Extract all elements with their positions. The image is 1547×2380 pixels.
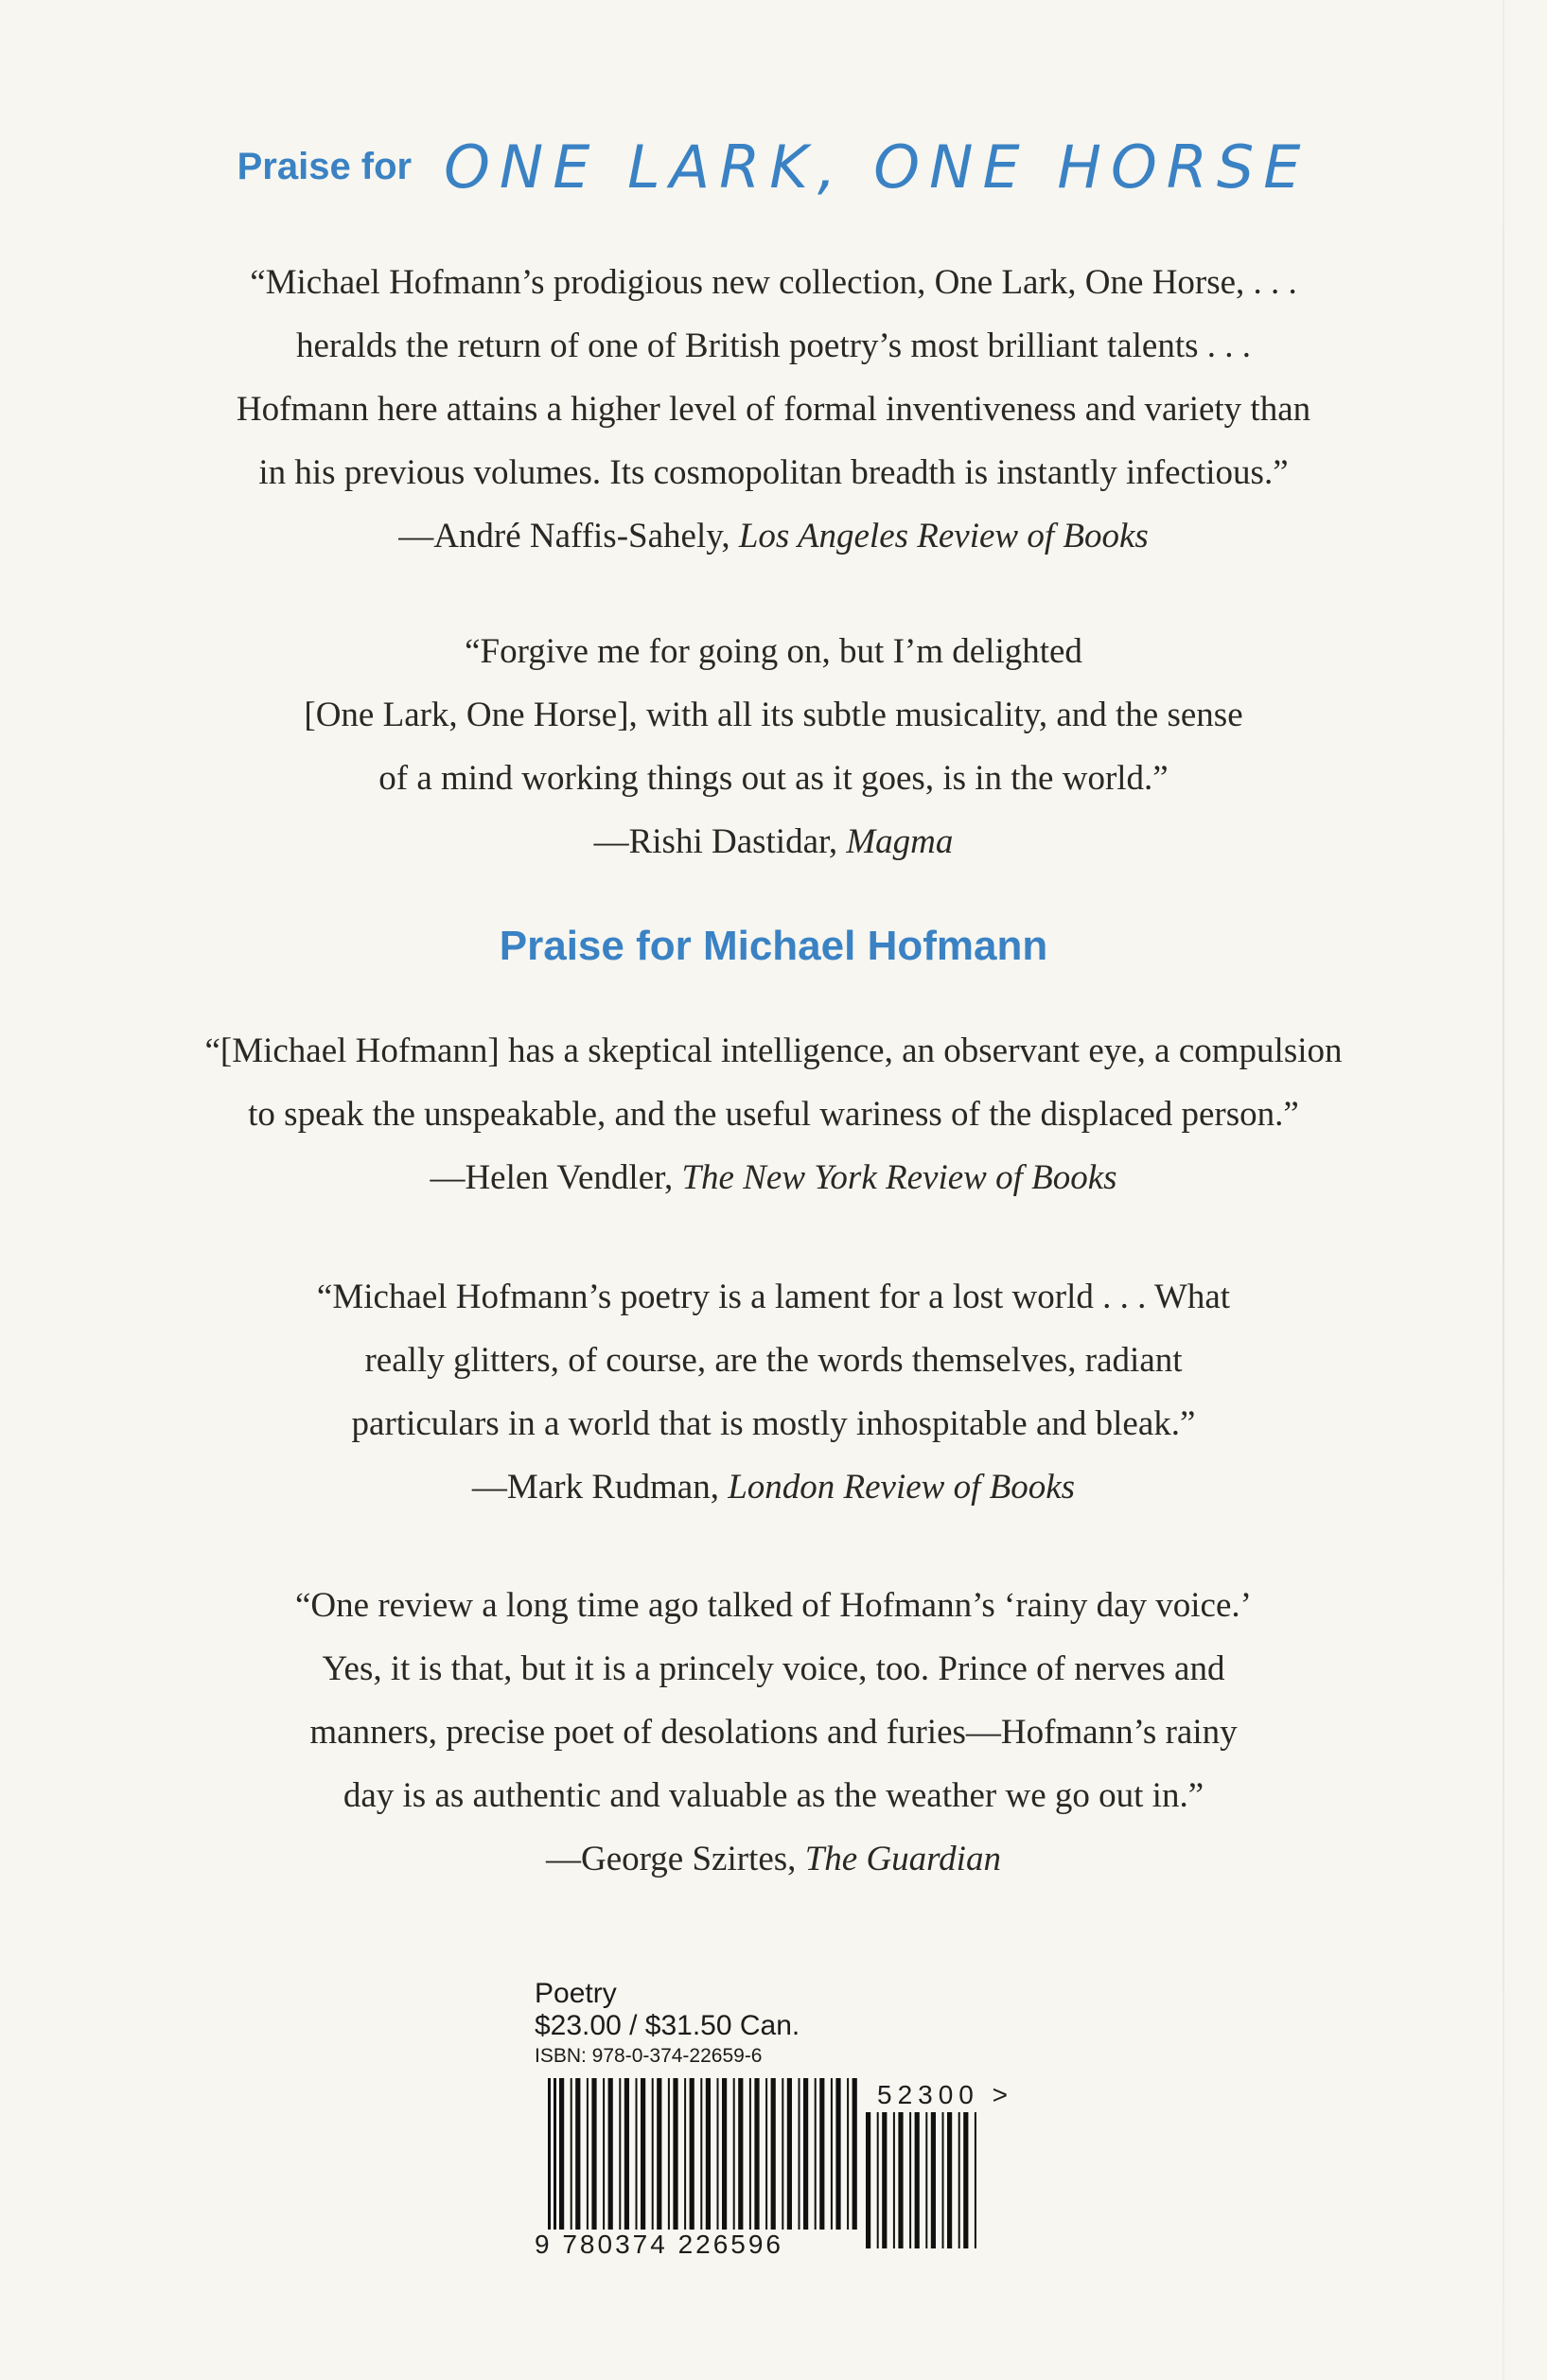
barcode-bar (947, 2112, 952, 2248)
quote-attribution (0, 1827, 1547, 1891)
attribution-name: —George Szirtes, (546, 1840, 805, 1878)
barcode-bar (898, 2112, 903, 2248)
barcode-bar (877, 2112, 879, 2248)
barcode-bar (733, 2078, 735, 2230)
barcode-guard-bar (548, 2078, 551, 2247)
blurb-quote-2 (0, 620, 1547, 873)
barcode-bar (819, 2078, 824, 2230)
barcode-bar (925, 2112, 927, 2248)
quote-line: really glitters, of course, are the words themselves, radiant (364, 1341, 1183, 1380)
quote-attribution (0, 1146, 1547, 1209)
barcode-bar (787, 2078, 792, 2230)
book-category: Poetry (535, 1978, 617, 2009)
barcode-bar (782, 2078, 783, 2230)
quote-line: day is as authentic and valuable as the weather we go out in.” (343, 1776, 1204, 1815)
praise-heading-book (0, 132, 1547, 202)
barcode-bar (624, 2078, 629, 2230)
barcode-bar (765, 2078, 767, 2230)
barcode-bar (958, 2112, 960, 2248)
quote-line: “One review a long time ago talked of Hofmann’s ‘rainy day voice.’ (295, 1586, 1252, 1625)
quote-line: Yes, it is that, but it is a princely voice, too. Prince of nerves and (322, 1649, 1225, 1688)
barcode-block (535, 1978, 1064, 2262)
barcode-bar (931, 2112, 936, 2248)
quote-line: heralds the return of one of British poetry’s most brilliant talents . . . (295, 326, 1252, 365)
quote-line: particulars in a world that is mostly inhospitable and bleak.” (351, 1404, 1196, 1443)
quote-line: “Michael Hofmann’s prodigious new collection, One Lark, One Horse, . . . (250, 263, 1297, 302)
barcode-bar (909, 2112, 911, 2248)
attribution-name: —Rishi Dastidar, (593, 822, 847, 861)
barcode-bar (603, 2078, 605, 2230)
barcode-bar (815, 2078, 817, 2230)
barcode-bar (571, 2078, 572, 2230)
quote-line: “Michael Hofmann’s poetry is a lament for a lost world . . . What (316, 1278, 1231, 1316)
praise-heading-author: Praise for Michael Hofmann (499, 923, 1048, 969)
attribution-name: —Mark Rudman, (471, 1468, 729, 1507)
attribution-name: —Helen Vendler, (430, 1158, 682, 1197)
quote-line: “[Michael Hofmann] has a skeptical intelligence, an observant eye, a compulsion (204, 1031, 1343, 1070)
barcode-bar (866, 2112, 870, 2248)
barcode-addon-digits: 52300 > (877, 2080, 1013, 2109)
barcode-bar (619, 2078, 621, 2230)
barcode-bar (673, 2078, 677, 2230)
barcode-main-digits: 9 780374 226596 (535, 2230, 783, 2259)
praise-for-label: Praise for (237, 146, 413, 187)
barcode-bar (771, 2078, 776, 2230)
isbn-number: ISBN: 978-0-374-22659-6 (535, 2045, 763, 2067)
attribution-source: The New York Review of Books (681, 1158, 1117, 1197)
barcode-bar (893, 2112, 895, 2248)
barcode-bar (608, 2078, 613, 2230)
barcode-bar (847, 2078, 849, 2230)
barcode-bar (835, 2078, 840, 2230)
barcode-bar (738, 2078, 743, 2230)
barcode-bar (717, 2078, 719, 2230)
quote-attribution (0, 1455, 1547, 1519)
barcode-bar (700, 2078, 702, 2230)
barcode-bar (975, 2112, 976, 2248)
quote-line: Hofmann here attains a higher level of formal inventiveness and variety than (236, 390, 1311, 429)
barcode-bar (963, 2112, 968, 2248)
attribution-source: London Review of Books (728, 1468, 1076, 1507)
barcode-bar (749, 2078, 751, 2230)
attribution-source: Magma (846, 822, 954, 861)
quote-attribution (0, 810, 1547, 873)
barcode-bar (882, 2112, 887, 2248)
quote-line: manners, precise poet of desolations and furies—Hofmann’s rainy (309, 1713, 1238, 1752)
barcode-guard-bar (554, 2078, 556, 2247)
barcode-bar (942, 2112, 944, 2248)
barcode-bar (803, 2078, 808, 2230)
barcode-bar (684, 2078, 686, 2230)
attribution-source: The Guardian (804, 1840, 1001, 1878)
barcode-bar (591, 2078, 596, 2230)
attribution-name: —André Naffis-Sahely, (398, 517, 739, 555)
barcode-bar (652, 2078, 654, 2230)
attribution-source: Los Angeles Review of Books (738, 517, 1149, 555)
blurb-quote-4 (0, 1265, 1547, 1519)
barcode-bar (915, 2112, 920, 2248)
barcode-bar (853, 2078, 857, 2230)
quote-attribution (0, 504, 1547, 568)
quote-line: in his previous volumes. Its cosmopolitan breadth is instantly infectious.” (258, 453, 1289, 492)
barcode-bar (657, 2078, 661, 2230)
blurb-quote-5 (0, 1574, 1547, 1891)
blurb-quote-1 (0, 251, 1547, 568)
handwritten-book-title: ONE LARK, ONE HORSE (444, 132, 1310, 202)
barcode-bar (722, 2078, 727, 2230)
barcode-bar (587, 2078, 589, 2230)
barcode-bar (706, 2078, 711, 2230)
quote-line: of a mind working things out as it goes, is in the world.” (378, 759, 1169, 798)
book-price: $23.00 / $31.50 Can. (535, 2010, 800, 2041)
barcode-bar (559, 2078, 564, 2230)
quote-line: to speak the unspeakable, and the useful wariness of the displaced person.” (248, 1095, 1299, 1134)
quote-line: [One Lark, One Horse], with all its subtle musicality, and the sense (304, 696, 1243, 734)
barcode-bar (690, 2078, 694, 2230)
barcode-bar (636, 2078, 638, 2230)
barcode-bar (575, 2078, 580, 2230)
barcode-bar (799, 2078, 800, 2230)
barcode-bar (641, 2078, 645, 2230)
barcode-bar (668, 2078, 670, 2230)
barcode-bar (754, 2078, 759, 2230)
blurb-quote-3 (0, 1019, 1547, 1209)
quote-line: “Forgive me for going on, but I’m delighted (465, 632, 1082, 671)
barcode-bar (831, 2078, 833, 2230)
